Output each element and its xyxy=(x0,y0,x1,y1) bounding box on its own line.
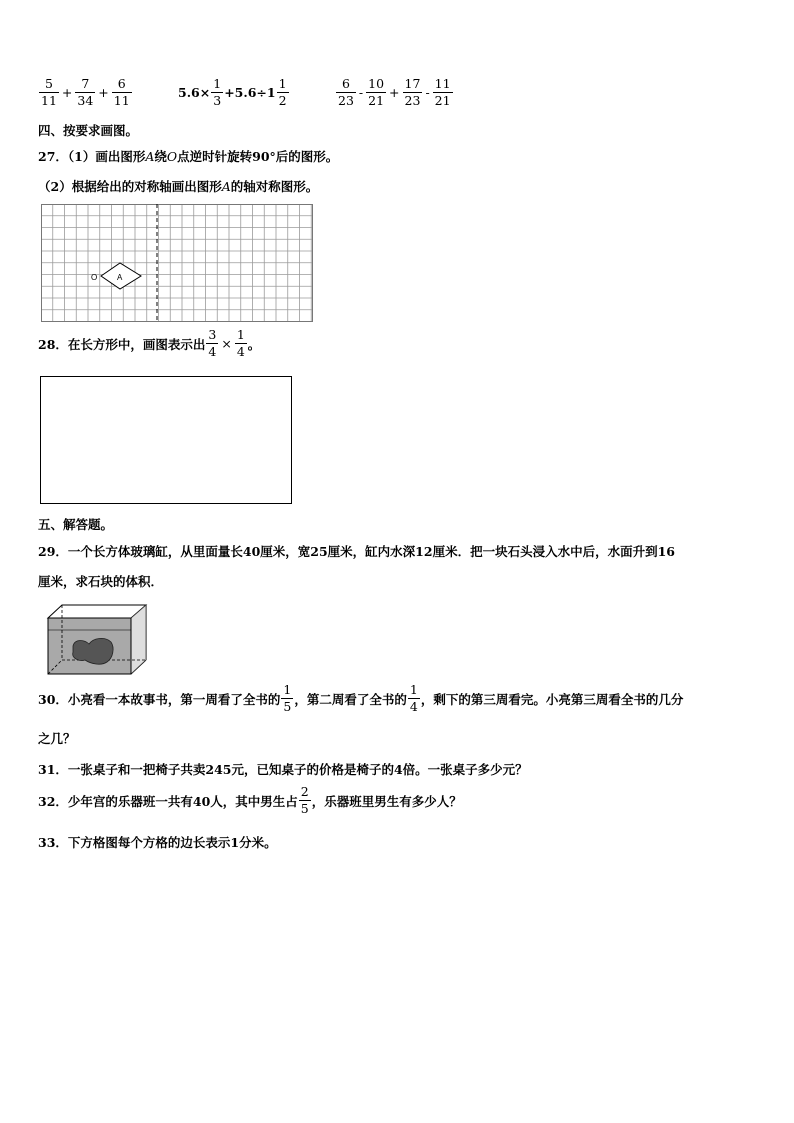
expression-1 xyxy=(38,78,133,107)
question-30-line-1: 30．小亮看一本故事书，第一周看了全书的 $\frac{1}{5}$ ，第二周看了全书的 $\frac{1}{4}$ ，剩下的第三周看完。小亮第三周看全书的几分 xyxy=(38,682,684,714)
question-27-part-1: 27．（1）画出图形A绕O点逆时针旋转90°后的图形。 xyxy=(38,149,339,164)
question-32: 32．少年宫的乐器班一共有40人，其中男生占 $\frac{2}{5}$ ，乐器班里男生有多少人？ xyxy=(38,784,462,816)
fraction: $\frac{1}{2}$ xyxy=(278,76,287,108)
fraction: $\frac{10}{21}$ xyxy=(368,76,385,108)
question-28: 28．在长方形中，画图表示出 $\frac{3}{4}$ × $\frac{1}{4}$ 。 xyxy=(38,327,261,359)
fraction: $\frac{2}{5}$ xyxy=(300,784,309,816)
question-29-line-2: 厘米，求石块的体积． xyxy=(38,574,164,589)
question-33: 33．下方格图每个方格的边长表示1分米。 xyxy=(38,835,277,850)
fraction: $\frac{17}{23}$ xyxy=(404,76,421,108)
fraction: $\frac{3}{4}$ xyxy=(208,327,217,359)
question-30-line-2: 之几？ xyxy=(38,731,76,746)
question-31: 31．一张桌子和一把椅子共卖245元，已知桌子的价格是椅子的4倍。一张桌子多少元？ xyxy=(38,762,528,777)
point-o-label: O xyxy=(91,273,98,282)
expression-2 xyxy=(178,78,290,107)
operator: + xyxy=(61,85,73,100)
fraction: $\frac{1}{4}$ xyxy=(409,682,418,714)
fraction: $\frac{6}{23}$ xyxy=(338,76,354,108)
fraction: $\frac{6}{11}$ xyxy=(113,76,130,108)
section-title: 五、解答题。 xyxy=(38,517,114,532)
shape-a-label: A xyxy=(117,273,123,282)
fraction: $\frac{1}{5}$ xyxy=(283,682,292,714)
operator: + xyxy=(389,85,400,100)
drawing-rectangle xyxy=(40,376,292,504)
operator: - xyxy=(358,85,364,100)
question-29-line-1: 29．一个长方体玻璃缸，从里面量长40厘米，宽25厘米，缸内水深12厘米．把一块石头浸入水中后，水面升到16 xyxy=(38,544,675,559)
expression-text: 5.6× xyxy=(178,85,211,100)
operator: - xyxy=(425,85,430,100)
operator: + xyxy=(98,85,109,100)
expression-text: +5.6÷1 xyxy=(224,85,276,100)
fraction: $\frac{1}{4}$ xyxy=(236,327,245,359)
fraction: $\frac{1}{3}$ xyxy=(213,76,222,108)
section-title: 四、按要求画图。 xyxy=(38,123,139,138)
fraction: $\frac{11}{21}$ xyxy=(434,76,451,108)
question-27-part-2: （2）根据给出的对称轴画出图形A的轴对称图形。 xyxy=(38,179,319,194)
fraction: $\frac{7}{34}$ xyxy=(77,76,94,108)
fraction: $\frac{5}{11}$ xyxy=(41,76,57,108)
expression-3 xyxy=(335,78,454,107)
stone-shape xyxy=(73,638,113,664)
rotation-grid xyxy=(41,204,313,322)
glass-tank-illustration xyxy=(45,602,155,676)
